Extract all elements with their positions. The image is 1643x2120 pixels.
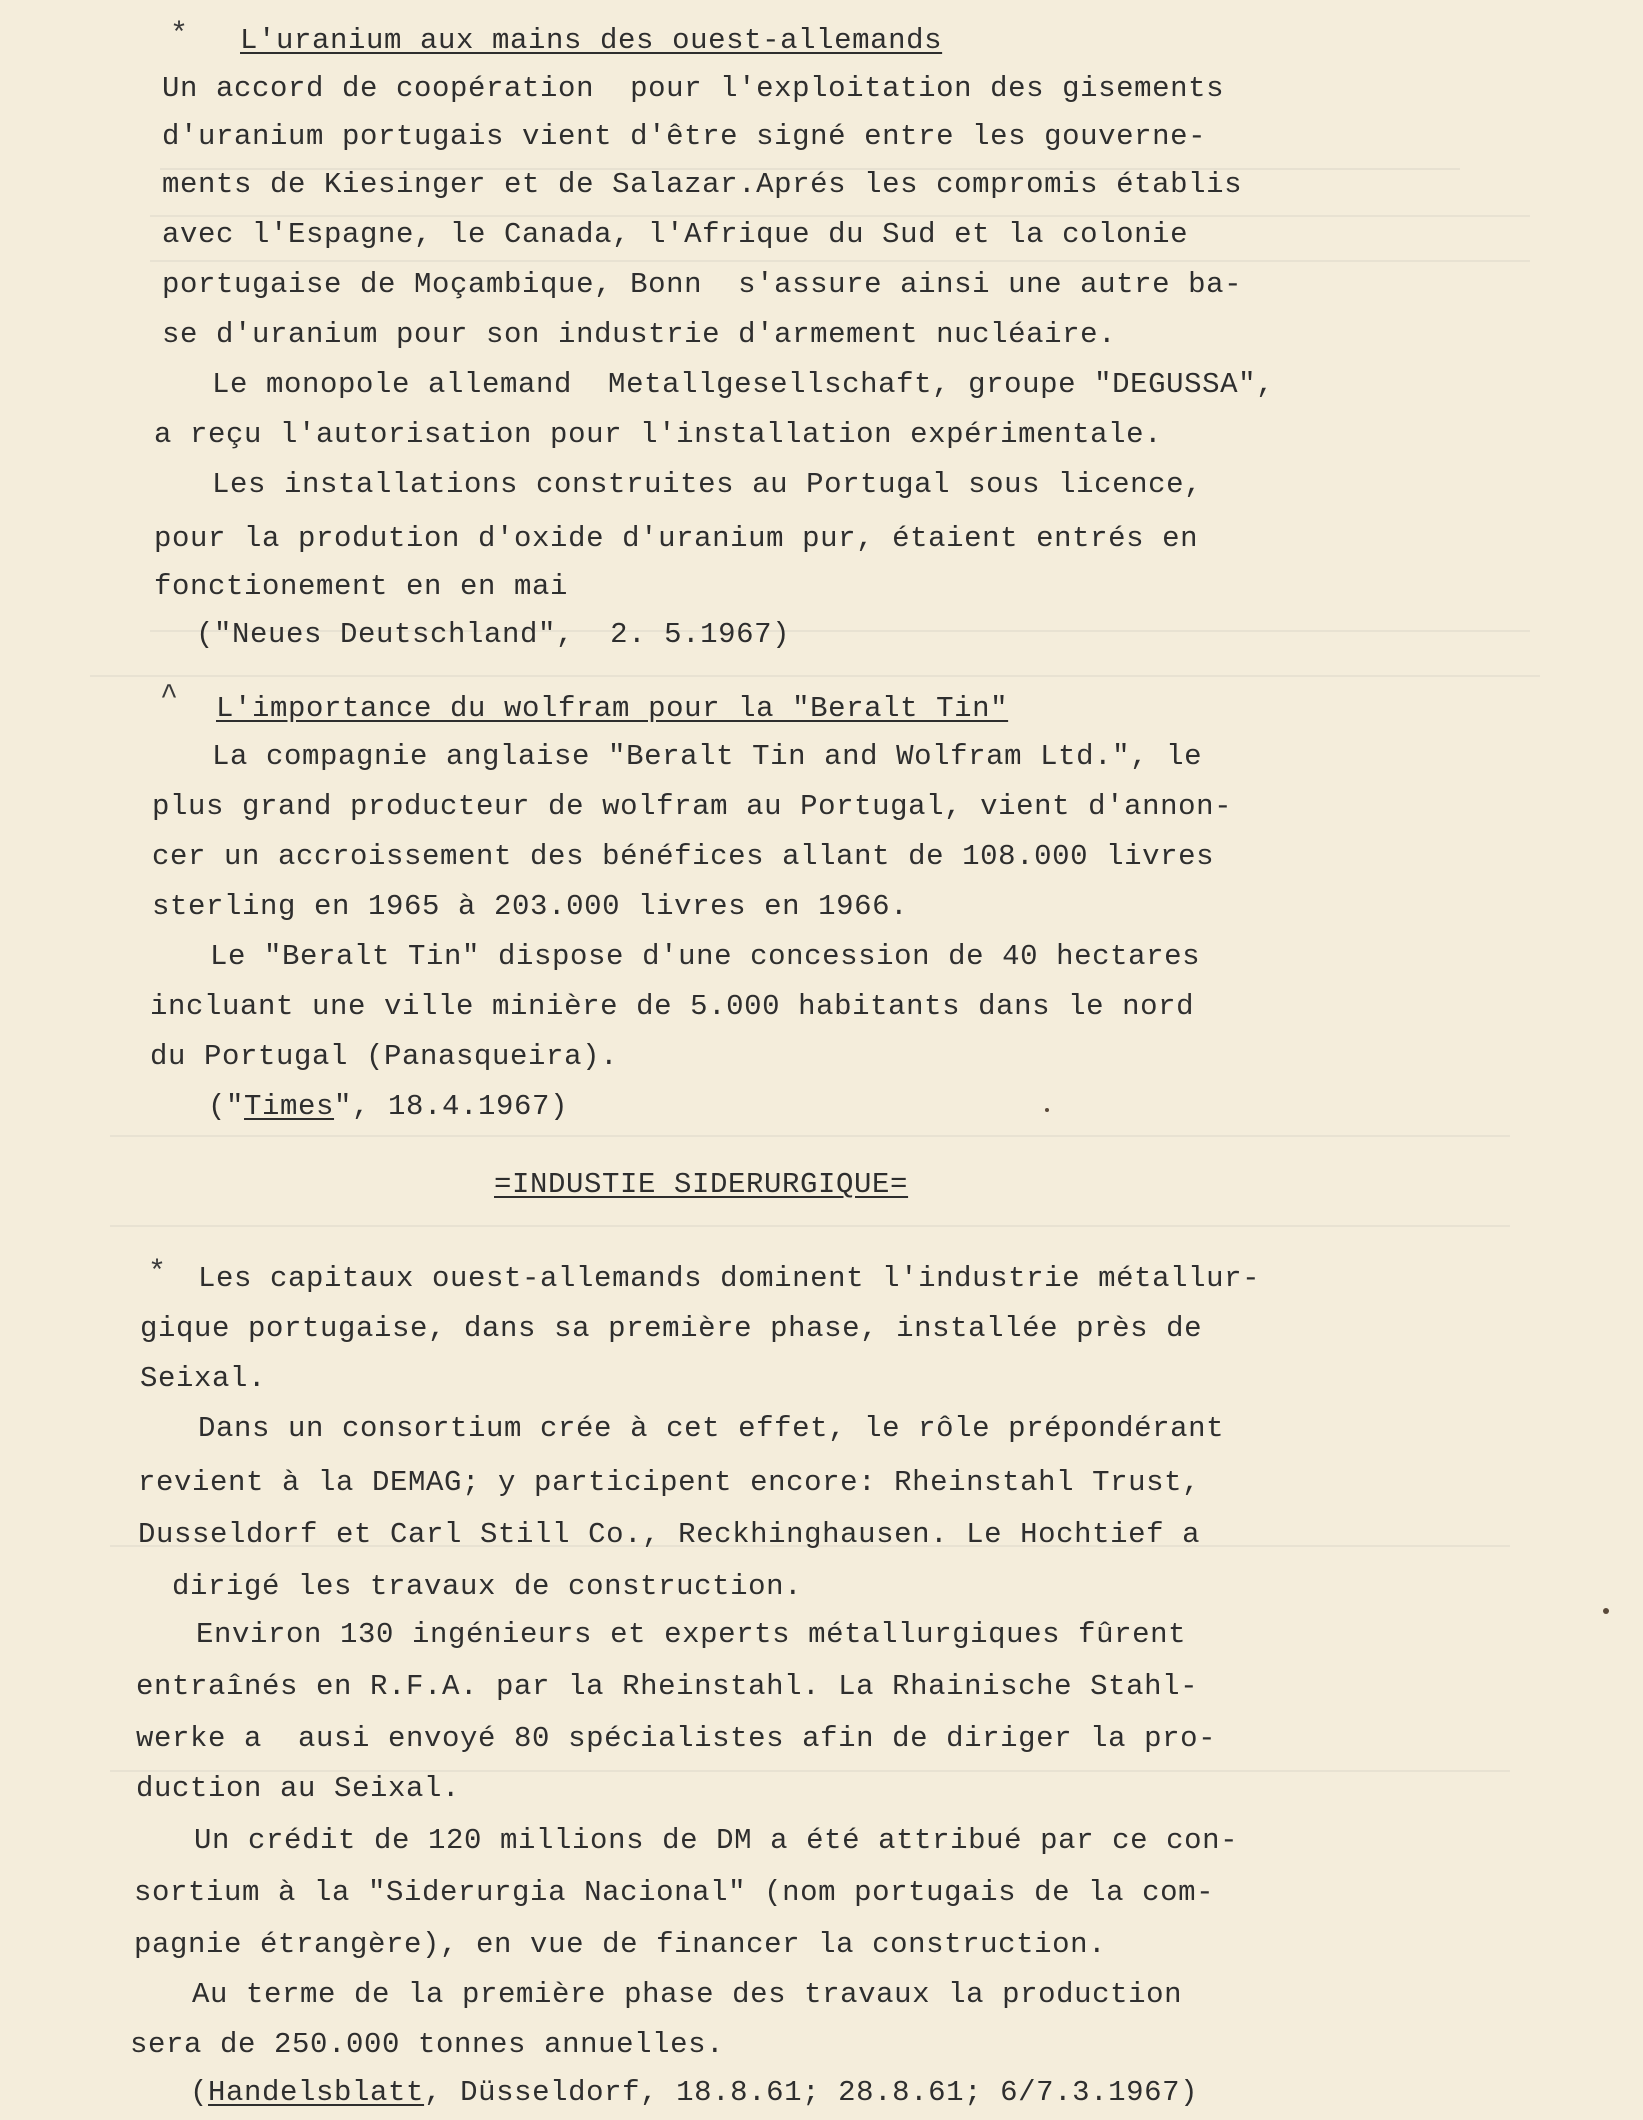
source-rest: , Düsseldorf, 18.8.61; 28.8.61; 6/7.3.1967) [424,2076,1199,2109]
source-citation-times [208,1090,568,1123]
text-line: pour la prodution d'oxide d'uranium pur, étaient entrés en [154,522,1199,555]
text-line: dirigé les travaux de construction. [172,1570,803,1603]
text-line: La compagnie anglaise "Beralt Tin and Wolfram Ltd.", le [212,740,1203,773]
text-line: d'uranium portugais vient d'être signé entre les gouverne- [162,120,1207,153]
text-line: pagnie étrangère), en vue de financer la construction. [134,1928,1107,1961]
caret-mark: ^ [160,680,179,714]
text-line: werke a ausi envoyé 80 spécialistes afin de diriger la pro- [136,1722,1217,1755]
source-citation-neues-deutschland: ("Neues Deutschland", 2. 5.1967) [196,618,791,651]
text-line: a reçu l'autorisation pour l'installation expérimentale. [154,418,1163,451]
text-line: Le "Beralt Tin" dispose d'une concession de 40 hectares [210,940,1201,973]
source-citation-handelsblatt [190,2076,1198,2109]
bullet-star-2: * [148,1256,167,1290]
section-title-wolfram: L'importance du wolfram pour la "Beralt Tin" [216,692,1009,725]
text-line: se d'uranium pour son industrie d'armement nucléaire. [162,318,1117,351]
text-line: avec l'Espagne, le Canada, l'Afrique du Sud et la colonie [162,218,1189,251]
source-rest: ", 18.4.1967) [334,1090,569,1123]
ink-speck [1603,1608,1609,1614]
text-line: Les capitaux ouest-allemands dominent l'industrie métallur- [198,1262,1261,1295]
text-line: ments de Kiesinger et de Salazar.Aprés les compromis établis [162,168,1243,201]
text-line: fonctionement en en mai [154,570,569,603]
source-name-times: Times [244,1090,335,1123]
source-name-handelsblatt: Handelsblatt [208,2076,425,2109]
bullet-star-1: * [170,18,189,52]
text-line: Le monopole allemand Metallgesellschaft, groupe "DEGUSSA", [212,368,1275,401]
text-line: Dusseldorf et Carl Still Co., Reckhinghausen. Le Hochtief a [138,1518,1201,1551]
text-line: Seixal. [140,1362,267,1395]
text-line: incluant une ville minière de 5.000 habitants dans le nord [150,990,1195,1023]
text-line: gique portugaise, dans sa première phase, installée près de [140,1312,1203,1345]
text-line: sera de 250.000 tonnes annuelles. [130,2028,725,2061]
ink-speck [1045,1108,1049,1112]
text-line: Les installations construites au Portugal sous licence, [212,468,1203,501]
text-line: Dans un consortium crée à cet effet, le rôle prépondérant [198,1412,1225,1445]
text-line: duction au Seixal. [136,1772,461,1805]
text-line: sterling en 1965 à 203.000 livres en 1966. [152,890,909,923]
text-line: Au terme de la première phase des travaux la production [192,1978,1183,2011]
source-open: ( [190,2076,209,2109]
text-line: Environ 130 ingénieurs et experts métallurgiques fûrent [196,1618,1187,1651]
text-line: cer un accroissement des bénéfices allant de 108.000 livres [152,840,1215,873]
source-open: (" [208,1090,245,1123]
text-line: du Portugal (Panasqueira). [150,1040,619,1073]
text-line: entraînés en R.F.A. par la Rheinstahl. La Rhainische Stahl- [136,1670,1199,1703]
section-title-uranium: L'uranium aux mains des ouest-allemands [240,24,943,57]
text-line: revient à la DEMAG; y participent encore: Rheinstahl Trust, [138,1466,1201,1499]
section-heading-siderurgique: =INDUSTIE SIDERURGIQUE= [494,1168,909,1201]
text-line: Un accord de coopération pour l'exploitation des gisements [162,72,1225,105]
text-line: plus grand producteur de wolfram au Portugal, vient d'annon- [152,790,1233,823]
text-line: sortium à la "Siderurgia Nacional" (nom portugais de la com- [134,1876,1215,1909]
text-line: Un crédit de 120 millions de DM a été attribué par ce con- [194,1824,1239,1857]
text-line: portugaise de Moçambique, Bonn s'assure ainsi une autre ba- [162,268,1243,301]
